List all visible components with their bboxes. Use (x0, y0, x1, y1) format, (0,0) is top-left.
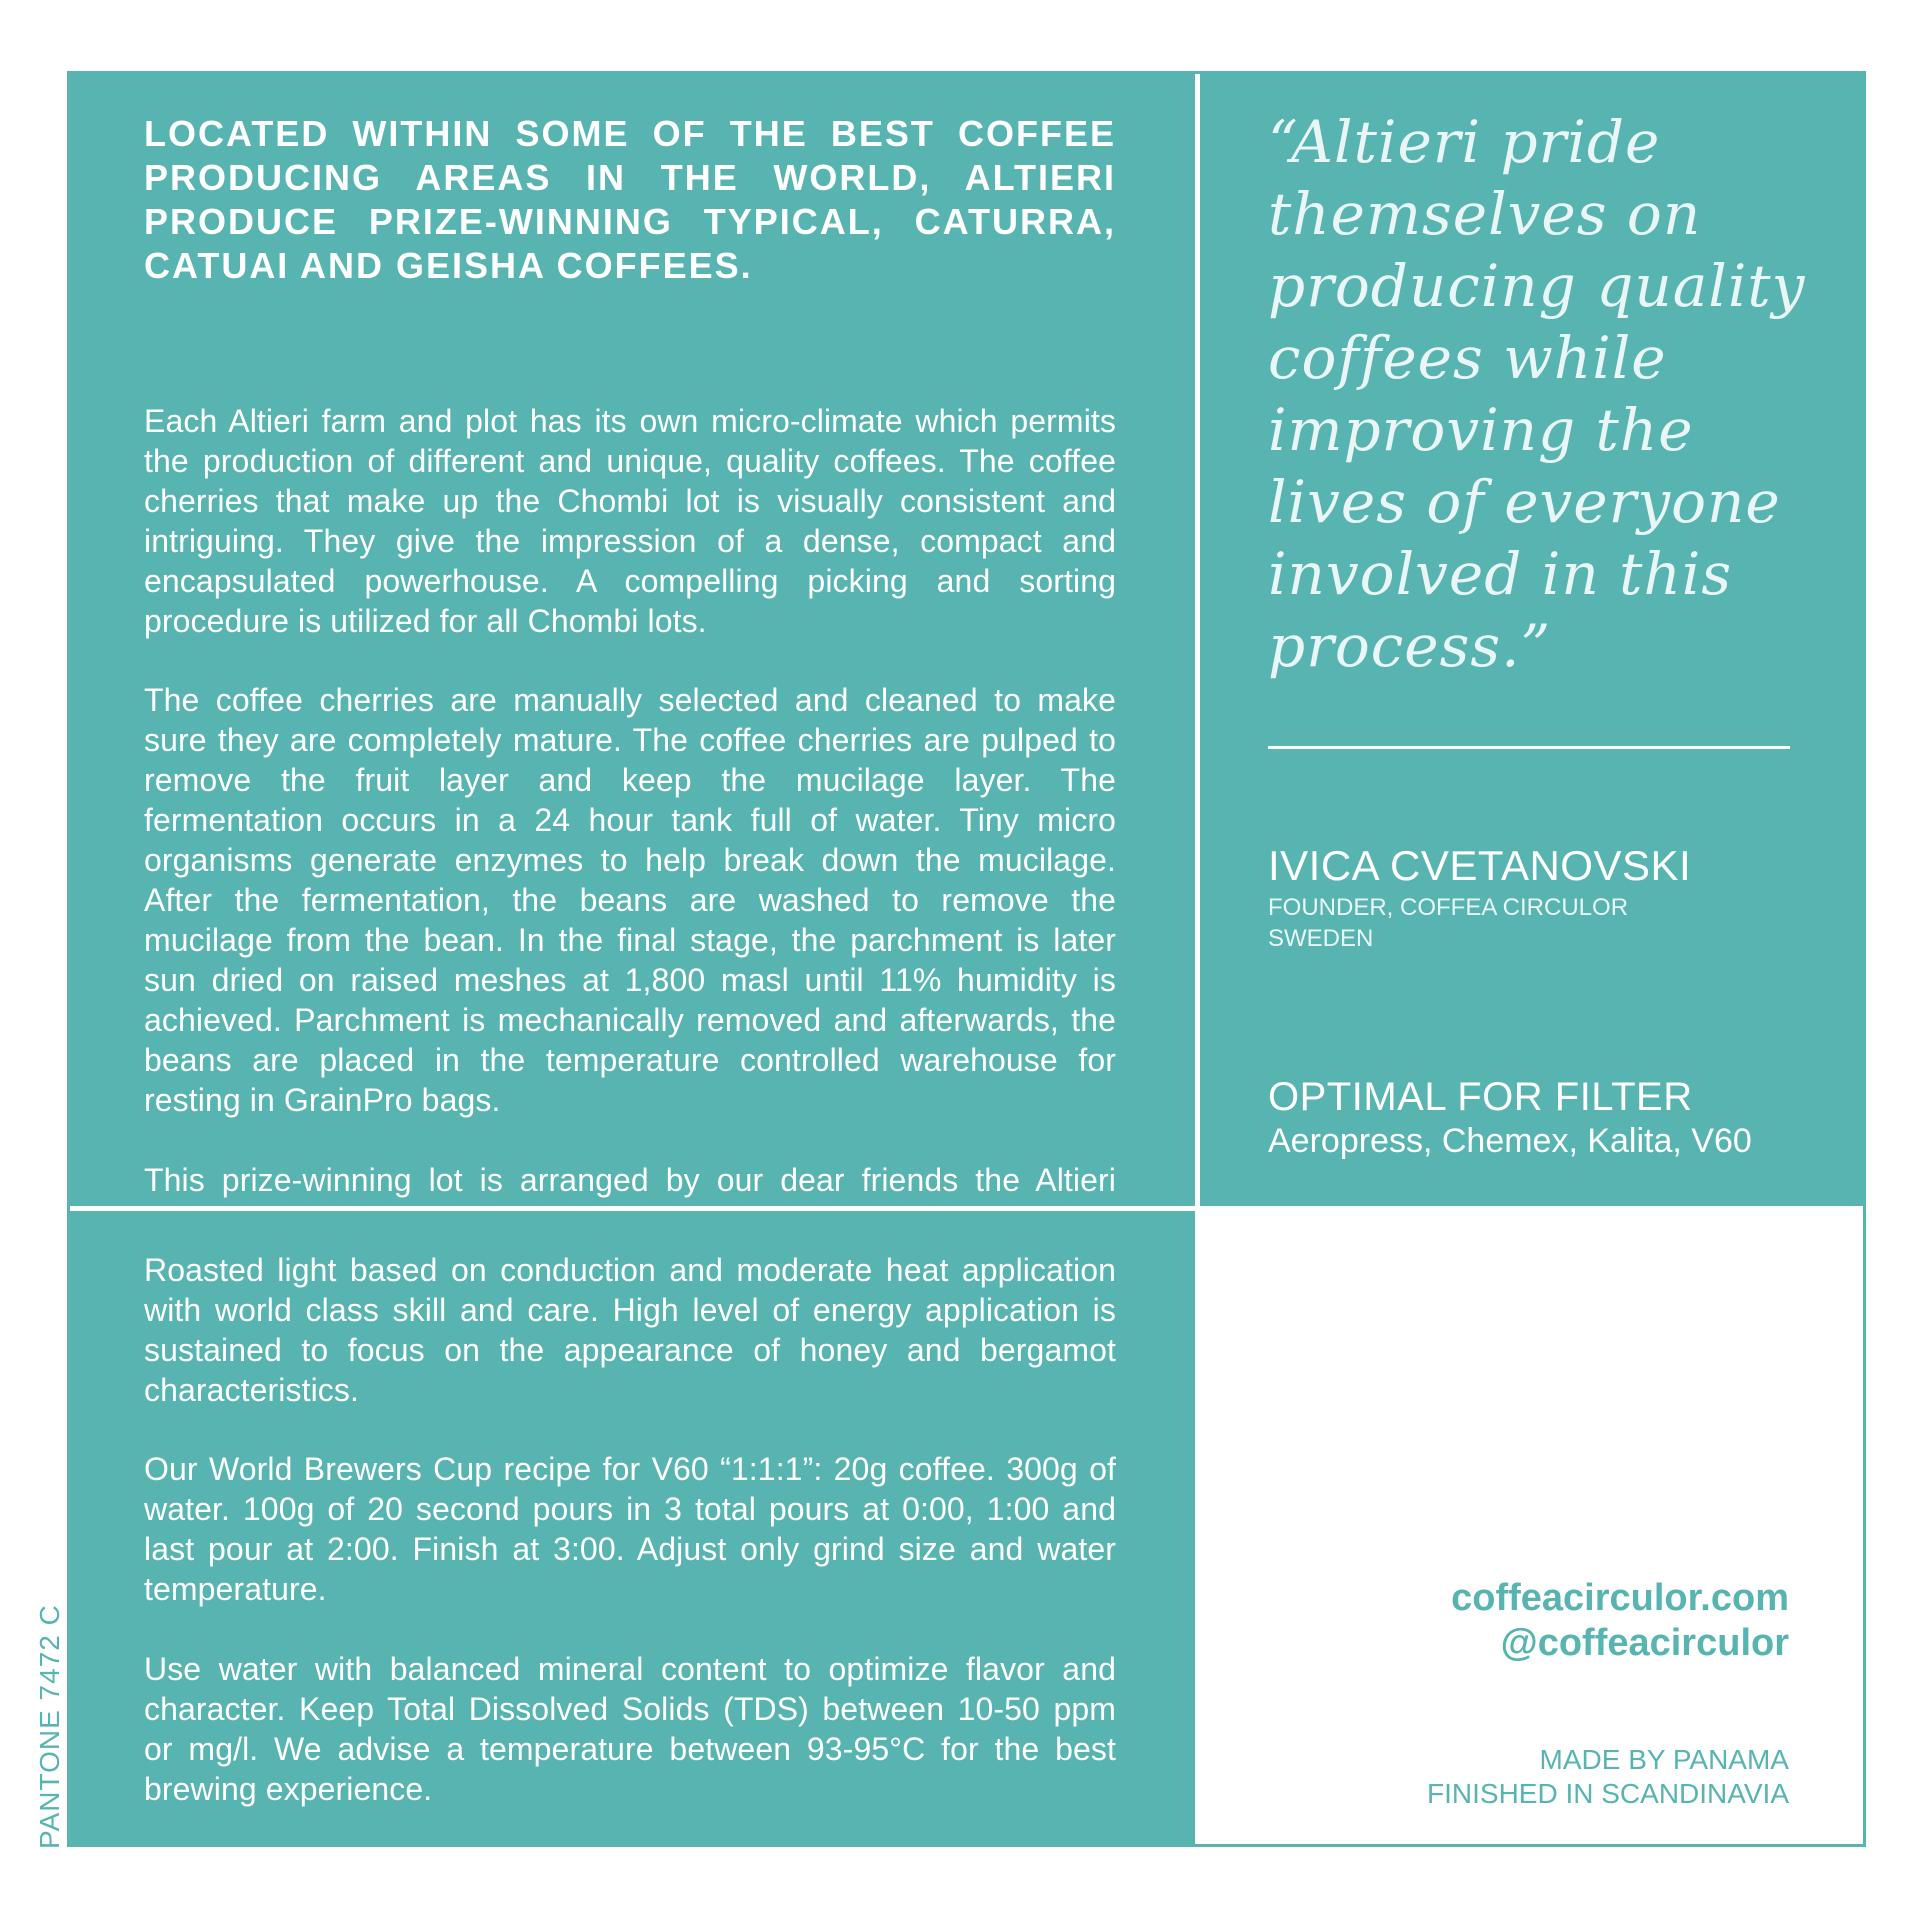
person-role (1268, 892, 1628, 954)
story-paragraph-3: This prize-winning lot is arranged by our dear friends the Altieri (144, 1162, 1116, 1198)
person-name: IVICA CVETANOVSKI (1268, 842, 1692, 889)
testimonial-quote: “Altieri pride themselves on producing quality coffees while improving the lives of everyone involved in this process.” (1268, 108, 1806, 680)
website-link[interactable]: coffeacirculor.com (1451, 1577, 1789, 1619)
brewing-panel (70, 1211, 1195, 1844)
story-paragraph-2: The coffee cherries are manually selected and cleaned to make sure they are completely mature. The coffee cherries are pulped to remove the fruit layer and keep the mucilage layer. The fermentation occurs in a 24 hour tank full of water. Tiny micro organisms generate enzymes to help break down the mucilage. After the fermentation, the beans are washed to remove the mucilage from the bean. In the final stage, the parchment is later sun dried on raised meshes at 1,800 masl until 11% humidity is achieved. Parchment is mechanically removed and afterwards, the beans are placed in the temperature controlled warehouse for resting in GrainPro bags. (144, 682, 1116, 1118)
social-handle[interactable]: @coffeacirculor (1500, 1622, 1789, 1664)
recipe-paragraph: Our World Brewers Cup recipe for V60 “1:1:1”: 20g coffee. 300g of water. 100g of 20 second pours in 3 total pours at 0:00, 1:00 and last pour at 2:00. Finish at 3:00. Adjust only grind size and water temperature. (144, 1451, 1116, 1607)
person-title: FOUNDER, COFFEA CIRCULOR (1268, 894, 1629, 921)
headline: LOCATED WITHIN SOME OF THE BEST COFFEE PRODUCING AREAS IN THE WORLD, ALTIERI PRODUCE PRIZE-WINNING TYPICAL, CATURRA, CATUAI AND GEISHA COFFEES. (144, 113, 1116, 286)
pantone-label: PANTONE 7472 C (34, 1604, 65, 1849)
quote-panel (1200, 74, 1863, 1206)
optimal-for-title: OPTIMAL FOR FILTER (1268, 1075, 1693, 1119)
contact-panel (1200, 1211, 1863, 1844)
contact-block (1451, 1576, 1789, 1666)
brew-methods: Aeropress, Chemex, Kalita, V60 (1268, 1122, 1752, 1160)
finished-in: FINISHED IN SCANDINAVIA (1427, 1778, 1789, 1809)
origin-block (1427, 1743, 1789, 1811)
story-panel (70, 74, 1195, 1206)
story-paragraph-1: Each Altieri farm and plot has its own micro-climate which permits the production of different and unique, quality coffees. The coffee cherries that make up the Chombi lot is visually consistent and intriguing. They give the impression of a dense, compact and encapsulated powerhouse. A compelling picking and sorting procedure is utilized for all Chombi lots. (144, 403, 1116, 639)
water-paragraph: Use water with balanced mineral content to optimize flavor and character. Keep Total Dissolved Solids (TDS) between 10-50 ppm or mg/l. We advise a temperature between 93-95°C for the best brewing experience. (144, 1651, 1116, 1807)
quote-divider (1268, 746, 1790, 749)
roast-paragraph: Roasted light based on conduction and moderate heat application with world class skill and care. High level of energy application is sustained to focus on the appearance of honey and bergamot characteristics. (144, 1252, 1116, 1408)
made-by: MADE BY PANAMA (1539, 1744, 1789, 1775)
person-country: SWEDEN (1268, 925, 1374, 952)
